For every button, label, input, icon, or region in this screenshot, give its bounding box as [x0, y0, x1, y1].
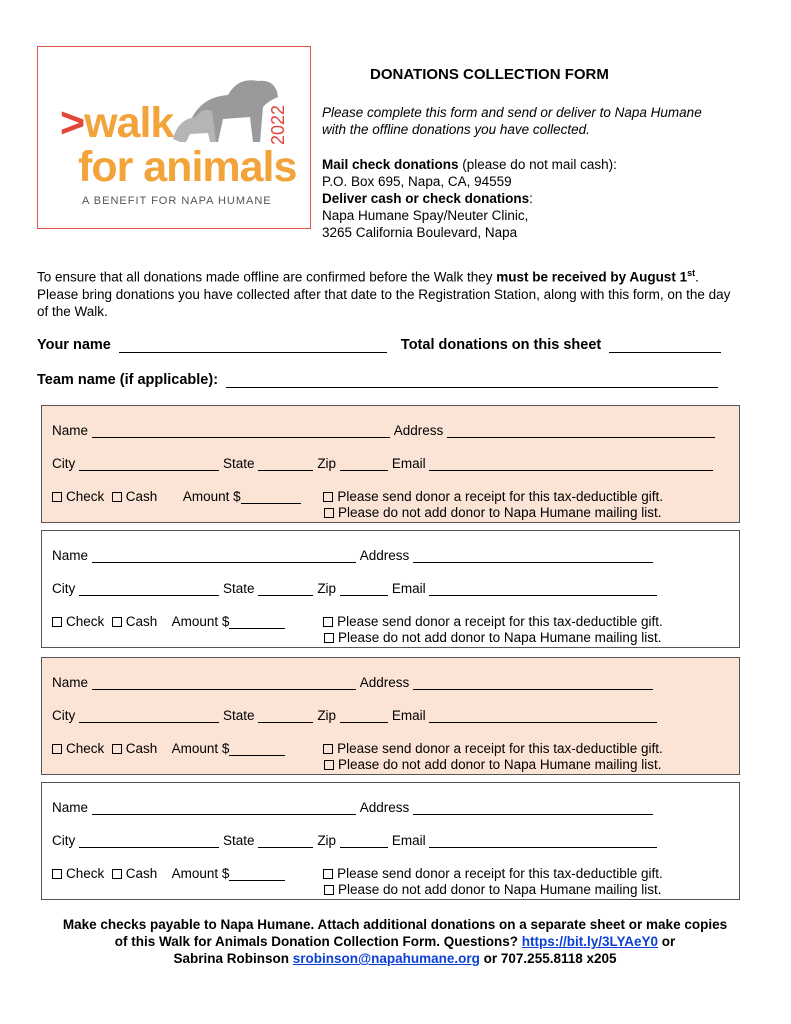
- donor-box-4: Name Address City State Zip Email Check Cash Amount $ Please send donor a receipt for this tax-deductible gift. Please do not add donor to Napa Humane mailing list.: [41, 782, 740, 900]
- your-name-label: Your name: [37, 337, 111, 353]
- team-name-row: [37, 372, 718, 388]
- contact-email-link[interactable]: srobinson@napahumane.org: [292, 951, 480, 966]
- deliver-label: Deliver cash or check donations: [322, 191, 530, 206]
- page-title: DONATIONS COLLECTION FORM: [370, 66, 609, 83]
- cash-checkbox[interactable]: [112, 744, 122, 754]
- footer-line-2: of this Walk for Animals Donation Collection Form. Questions? https://bit.ly/3LYAeY0 or: [114, 934, 676, 949]
- receipt-checkbox[interactable]: [323, 744, 333, 754]
- intro-text: Please complete this form and send or deliver to Napa Humane with the offline donations you have collected.: [322, 105, 702, 137]
- donor-state-field[interactable]: [258, 834, 313, 848]
- donor-state-field[interactable]: [258, 457, 313, 471]
- donor-address-field[interactable]: [413, 549, 653, 563]
- donor-email-field[interactable]: [429, 709, 657, 723]
- donor-amount-field[interactable]: [241, 490, 301, 504]
- donor-email-field[interactable]: [429, 834, 657, 848]
- no-mail-checkbox[interactable]: [324, 508, 334, 518]
- check-checkbox[interactable]: [52, 492, 62, 502]
- donor-zip-field[interactable]: [340, 709, 388, 723]
- donor-box-2: Name Address City State Zip Email Check Cash Amount $ Please send donor a receipt for this tax-deductible gift. Please do not add donor to Napa Humane mailing list.: [41, 530, 740, 648]
- check-checkbox[interactable]: [52, 744, 62, 754]
- donor-box-1: Name Address City State Zip Email Check Cash Amount $ Please send donor a receipt for this tax-deductible gift. Please do not add donor to Napa Humane mailing list.: [41, 405, 740, 523]
- receipt-checkbox[interactable]: [323, 617, 333, 627]
- donor-state-field[interactable]: [258, 582, 313, 596]
- check-checkbox[interactable]: [52, 869, 62, 879]
- donor-state-field[interactable]: [258, 709, 313, 723]
- donor-amount-field[interactable]: [229, 615, 285, 629]
- walk-for-animals-logo: [37, 46, 311, 229]
- donor-email-field[interactable]: [429, 582, 657, 596]
- team-name-label: Team name (if applicable):: [37, 372, 219, 388]
- no-mail-checkbox[interactable]: [324, 633, 334, 643]
- logo-for-animals-text: for animals: [78, 143, 297, 191]
- cash-checkbox[interactable]: [112, 869, 122, 879]
- donor-address-field[interactable]: [447, 424, 715, 438]
- footer-line-3: Sabrina Robinson srobinson@napahumane.org or 707.255.8118 x205: [173, 951, 617, 966]
- donor-address-field[interactable]: [413, 801, 653, 815]
- cash-checkbox[interactable]: [112, 492, 122, 502]
- team-name-field[interactable]: [226, 373, 718, 388]
- donor-amount-field[interactable]: [229, 742, 285, 756]
- donor-zip-field[interactable]: [340, 834, 388, 848]
- donor-amount-field[interactable]: [229, 867, 285, 881]
- donor-city-field[interactable]: [79, 834, 219, 848]
- your-name-row: [37, 337, 721, 353]
- donor-name-field[interactable]: [92, 424, 390, 438]
- donor-city-field[interactable]: [79, 457, 219, 471]
- no-mail-checkbox[interactable]: [324, 885, 334, 895]
- deliver-line-2: 3265 California Boulevard, Napa: [322, 225, 518, 240]
- mail-address: P.O. Box 695, Napa, CA, 94559: [322, 174, 512, 189]
- donor-name-field[interactable]: [92, 549, 356, 563]
- mail-label: Mail check donations: [322, 157, 459, 172]
- logo-tagline: A BENEFIT FOR NAPA HUMANE: [82, 195, 272, 207]
- logo-year: 2022: [268, 104, 288, 145]
- footer-text: [30, 916, 760, 967]
- questions-link[interactable]: https://bit.ly/3LYAeY0: [521, 934, 659, 949]
- your-name-field[interactable]: [119, 338, 387, 353]
- donor-box-3: Name Address City State Zip Email Check Cash Amount $ Please send donor a receipt for this tax-deductible gift. Please do not add donor to Napa Humane mailing list.: [41, 657, 740, 775]
- check-checkbox[interactable]: [52, 617, 62, 627]
- donor-zip-field[interactable]: [340, 582, 388, 596]
- donor-city-field[interactable]: [79, 709, 219, 723]
- donor-address-field[interactable]: [413, 676, 653, 690]
- deliver-line-1: Napa Humane Spay/Neuter Clinic,: [322, 208, 529, 223]
- cash-checkbox[interactable]: [112, 617, 122, 627]
- donor-name-field[interactable]: [92, 801, 356, 815]
- total-label: Total donations on this sheet: [400, 337, 602, 353]
- no-mail-checkbox[interactable]: [324, 760, 334, 770]
- donor-email-field[interactable]: [429, 457, 713, 471]
- total-field[interactable]: [609, 338, 721, 353]
- donor-city-field[interactable]: [79, 582, 219, 596]
- donor-name-field[interactable]: [92, 676, 356, 690]
- donor-zip-field[interactable]: [340, 457, 388, 471]
- mail-instructions: Mail check donations (please do not mail cash): P.O. Box 695, Napa, CA, 94559 Deliver cash or check donations: Napa Humane Spay/Neuter Clinic, 3265 California Boulevard, Napa: [322, 156, 702, 241]
- deadline-paragraph: To ensure that all donations made offline are confirmed before the Walk they must be received by August 1st. Please bring donations you have collected after that date to the Registration Station, along with this form, on the day of the Walk.: [37, 268, 731, 319]
- receipt-checkbox[interactable]: [323, 492, 333, 502]
- logo-walk-text: >walk: [60, 99, 174, 147]
- footer-line-1: Make checks payable to Napa Humane. Attach additional donations on a separate sheet or make copies: [62, 917, 728, 932]
- receipt-checkbox[interactable]: [323, 869, 333, 879]
